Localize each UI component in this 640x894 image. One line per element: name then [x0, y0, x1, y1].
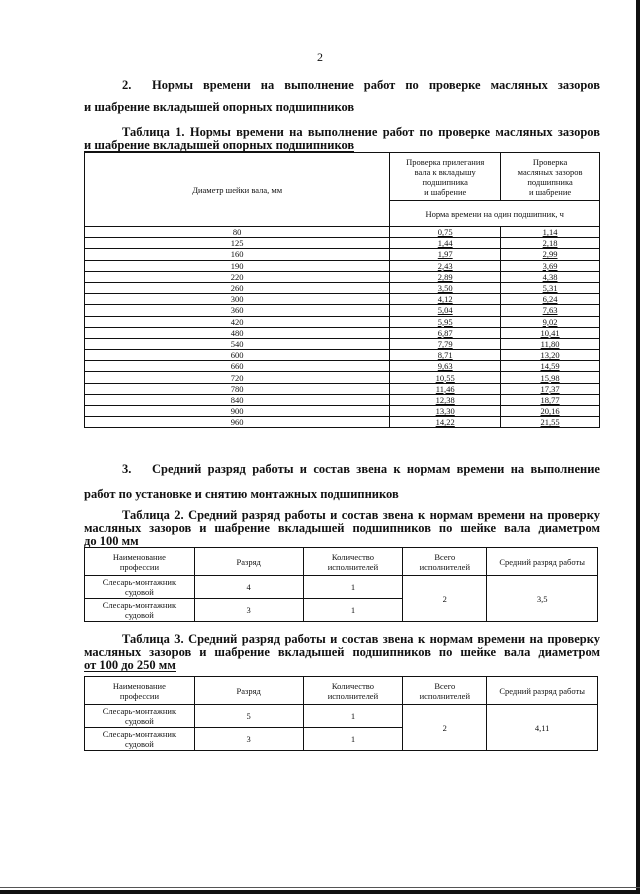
t1-clearance-cell: 17,37	[501, 383, 600, 394]
table-row	[85, 406, 600, 417]
t1-clearance-cell: 18,77	[501, 394, 600, 405]
t1-fit-cell: 14,22	[390, 417, 501, 428]
t1-diameter-cell: 900	[85, 406, 390, 417]
t1-fit-cell: 12,38	[390, 394, 501, 405]
t1-clearance-cell: 2,99	[501, 249, 600, 260]
t3-avg: 4,11	[487, 705, 598, 751]
t1-diameter-cell: 360	[85, 305, 390, 316]
t3-row1-profession: Слесарь-монтажник судовой	[85, 705, 195, 728]
table-row	[85, 350, 600, 361]
table-3	[84, 676, 598, 751]
table-row	[85, 227, 600, 238]
table-2-caption-line2: масляных зазоров и шабрение вкладышей подшипников по шейке вала диаметром	[84, 521, 600, 535]
t1-fit-cell: 11,46	[390, 383, 501, 394]
table-row	[85, 338, 600, 349]
table-row	[85, 249, 600, 260]
t1-clearance-cell: 13,20	[501, 350, 600, 361]
t1-col-fit-header: Проверка прилегания вала к вкладышу подшипника и шабрение	[390, 153, 501, 201]
t1-body	[85, 227, 600, 428]
t1-clearance-cell: 2,18	[501, 238, 600, 249]
t1-col-diameter-header: Диаметр шейки вала, мм	[85, 153, 390, 227]
t1-clearance-cell: 11,80	[501, 338, 600, 349]
section-2-line2: и шабрение вкладышей опорных подшипников	[84, 100, 355, 114]
t3-row2-profession: Слесарь-монтажник судовой	[85, 728, 195, 751]
t3-row2-count: 1	[303, 728, 403, 751]
scan-border-right	[636, 0, 640, 894]
t1-diameter-cell: 190	[85, 260, 390, 271]
section-3-number: 3.	[122, 462, 132, 476]
t1-diameter-cell: 960	[85, 417, 390, 428]
t1-clearance-cell: 14,59	[501, 361, 600, 372]
t1-diameter-cell: 600	[85, 350, 390, 361]
table-row	[85, 361, 600, 372]
table-row	[85, 260, 600, 271]
t1-fit-cell: 0,75	[390, 227, 501, 238]
scan-border-bottom	[0, 890, 640, 894]
table-2	[84, 547, 598, 622]
t2-avg: 3,5	[487, 576, 598, 622]
section-2-line1: Нормы времени на выполнение работ по проверке масляных зазоров	[152, 78, 600, 92]
t1-diameter-cell: 160	[85, 249, 390, 260]
t1-clearance-cell: 6,24	[501, 294, 600, 305]
t1-diameter-cell: 300	[85, 294, 390, 305]
t3-row2-grade: 3	[194, 728, 303, 751]
t3-row1-count: 1	[303, 705, 403, 728]
table-1-caption-line2: и шабрение вкладышей опорных подшипников	[84, 138, 355, 152]
table-row	[85, 383, 600, 394]
t2-avg-header: Средний разряд работы	[487, 548, 598, 576]
section-2-heading	[84, 78, 600, 115]
t3-profession-header: Наименование профессии	[85, 677, 195, 705]
t1-clearance-cell: 1,14	[501, 227, 600, 238]
t2-grade-header: Разряд	[194, 548, 303, 576]
t3-count-header: Количество исполнителей	[303, 677, 403, 705]
t3-avg-header: Средний разряд работы	[487, 677, 598, 705]
table-row	[85, 394, 600, 405]
t1-fit-cell: 1,97	[390, 249, 501, 260]
table-row	[85, 305, 600, 316]
t1-fit-cell: 5,95	[390, 316, 501, 327]
t2-profession-header: Наименование профессии	[85, 548, 195, 576]
t1-diameter-cell: 480	[85, 327, 390, 338]
t3-total-header: Всего исполнителей	[403, 677, 487, 705]
t1-fit-cell: 13,30	[390, 406, 501, 417]
t3-row1-grade: 5	[194, 705, 303, 728]
t1-clearance-cell: 10,41	[501, 327, 600, 338]
t2-row2-grade: 3	[194, 599, 303, 622]
t1-clearance-cell: 21,55	[501, 417, 600, 428]
t1-diameter-cell: 260	[85, 282, 390, 293]
t1-diameter-cell: 420	[85, 316, 390, 327]
t1-fit-cell: 1,44	[390, 238, 501, 249]
t1-clearance-cell: 15,98	[501, 372, 600, 383]
section-3-line1: Средний разряд работы и состав звена к нормам времени на выполнение	[152, 462, 600, 476]
t1-clearance-cell: 7,63	[501, 305, 600, 316]
t1-clearance-cell: 3,69	[501, 260, 600, 271]
t1-fit-cell: 10,55	[390, 372, 501, 383]
t1-clearance-cell: 5,31	[501, 282, 600, 293]
t1-diameter-cell: 660	[85, 361, 390, 372]
table-row	[85, 327, 600, 338]
t1-fit-cell: 6,87	[390, 327, 501, 338]
t1-fit-cell: 4,12	[390, 294, 501, 305]
t1-diameter-cell: 720	[85, 372, 390, 383]
t2-row1-count: 1	[303, 576, 403, 599]
table-row	[85, 271, 600, 282]
t1-diameter-cell: 840	[85, 394, 390, 405]
t1-fit-cell: 2,89	[390, 271, 501, 282]
t3-grade-header: Разряд	[194, 677, 303, 705]
t1-diameter-cell: 220	[85, 271, 390, 282]
table-2-caption	[84, 509, 600, 548]
t2-row1-grade: 4	[194, 576, 303, 599]
t1-diameter-cell: 540	[85, 338, 390, 349]
t1-col-clearance-header: Проверка масляных зазоров подшипника и шабрение	[501, 153, 600, 201]
t2-total-header: Всего исполнителей	[403, 548, 487, 576]
t3-total: 2	[403, 705, 487, 751]
t1-diameter-cell: 780	[85, 383, 390, 394]
t1-diameter-cell: 80	[85, 227, 390, 238]
table-row	[85, 372, 600, 383]
section-2-number: 2.	[122, 78, 132, 92]
table-row	[85, 316, 600, 327]
page-number: 2	[317, 50, 323, 64]
section-3-heading	[84, 462, 600, 502]
scan-border-bottom-line	[0, 887, 640, 888]
table-3-caption-line3: от 100 до 250 мм	[84, 658, 176, 672]
section-3-line2: работ по установке и снятию монтажных подшипников	[84, 487, 399, 501]
table-3-caption-line1: Таблица 3. Средний разряд работы и состав звена к нормам времени на проверку	[122, 632, 600, 646]
table-1	[84, 152, 600, 428]
t2-row2-count: 1	[303, 599, 403, 622]
table-3-caption	[84, 633, 600, 672]
t2-count-header: Количество исполнителей	[303, 548, 403, 576]
table-3-caption-line2: масляных зазоров и шабрение вкладышей подшипников по шейке вала диаметром	[84, 645, 600, 659]
t1-clearance-cell: 20,16	[501, 406, 600, 417]
t1-fit-cell: 8,71	[390, 350, 501, 361]
table-1-caption	[84, 126, 600, 152]
t1-clearance-cell: 9,02	[501, 316, 600, 327]
table-2-caption-line1: Таблица 2. Средний разряд работы и состав звена к нормам времени на проверку	[122, 508, 600, 522]
table-row	[85, 238, 600, 249]
t1-fit-cell: 9,63	[390, 361, 501, 372]
t2-row1-profession: Слесарь-монтажник судовой	[85, 576, 195, 599]
t1-diameter-cell: 125	[85, 238, 390, 249]
t2-total: 2	[403, 576, 487, 622]
table-row	[85, 294, 600, 305]
table-2-caption-line3: до 100 мм	[84, 534, 139, 548]
table-row	[85, 417, 600, 428]
t1-fit-cell: 5,04	[390, 305, 501, 316]
table-row	[85, 282, 600, 293]
t1-clearance-cell: 4,38	[501, 271, 600, 282]
table-1-caption-line1: Таблица 1. Нормы времени на выполнение работ по проверке масляных зазоров	[122, 125, 600, 139]
t1-fit-cell: 3,50	[390, 282, 501, 293]
t1-fit-cell: 7,79	[390, 338, 501, 349]
t2-row2-profession: Слесарь-монтажник судовой	[85, 599, 195, 622]
t1-fit-cell: 2,43	[390, 260, 501, 271]
t1-norm-subheader: Норма времени на один подшипник, ч	[390, 201, 600, 227]
